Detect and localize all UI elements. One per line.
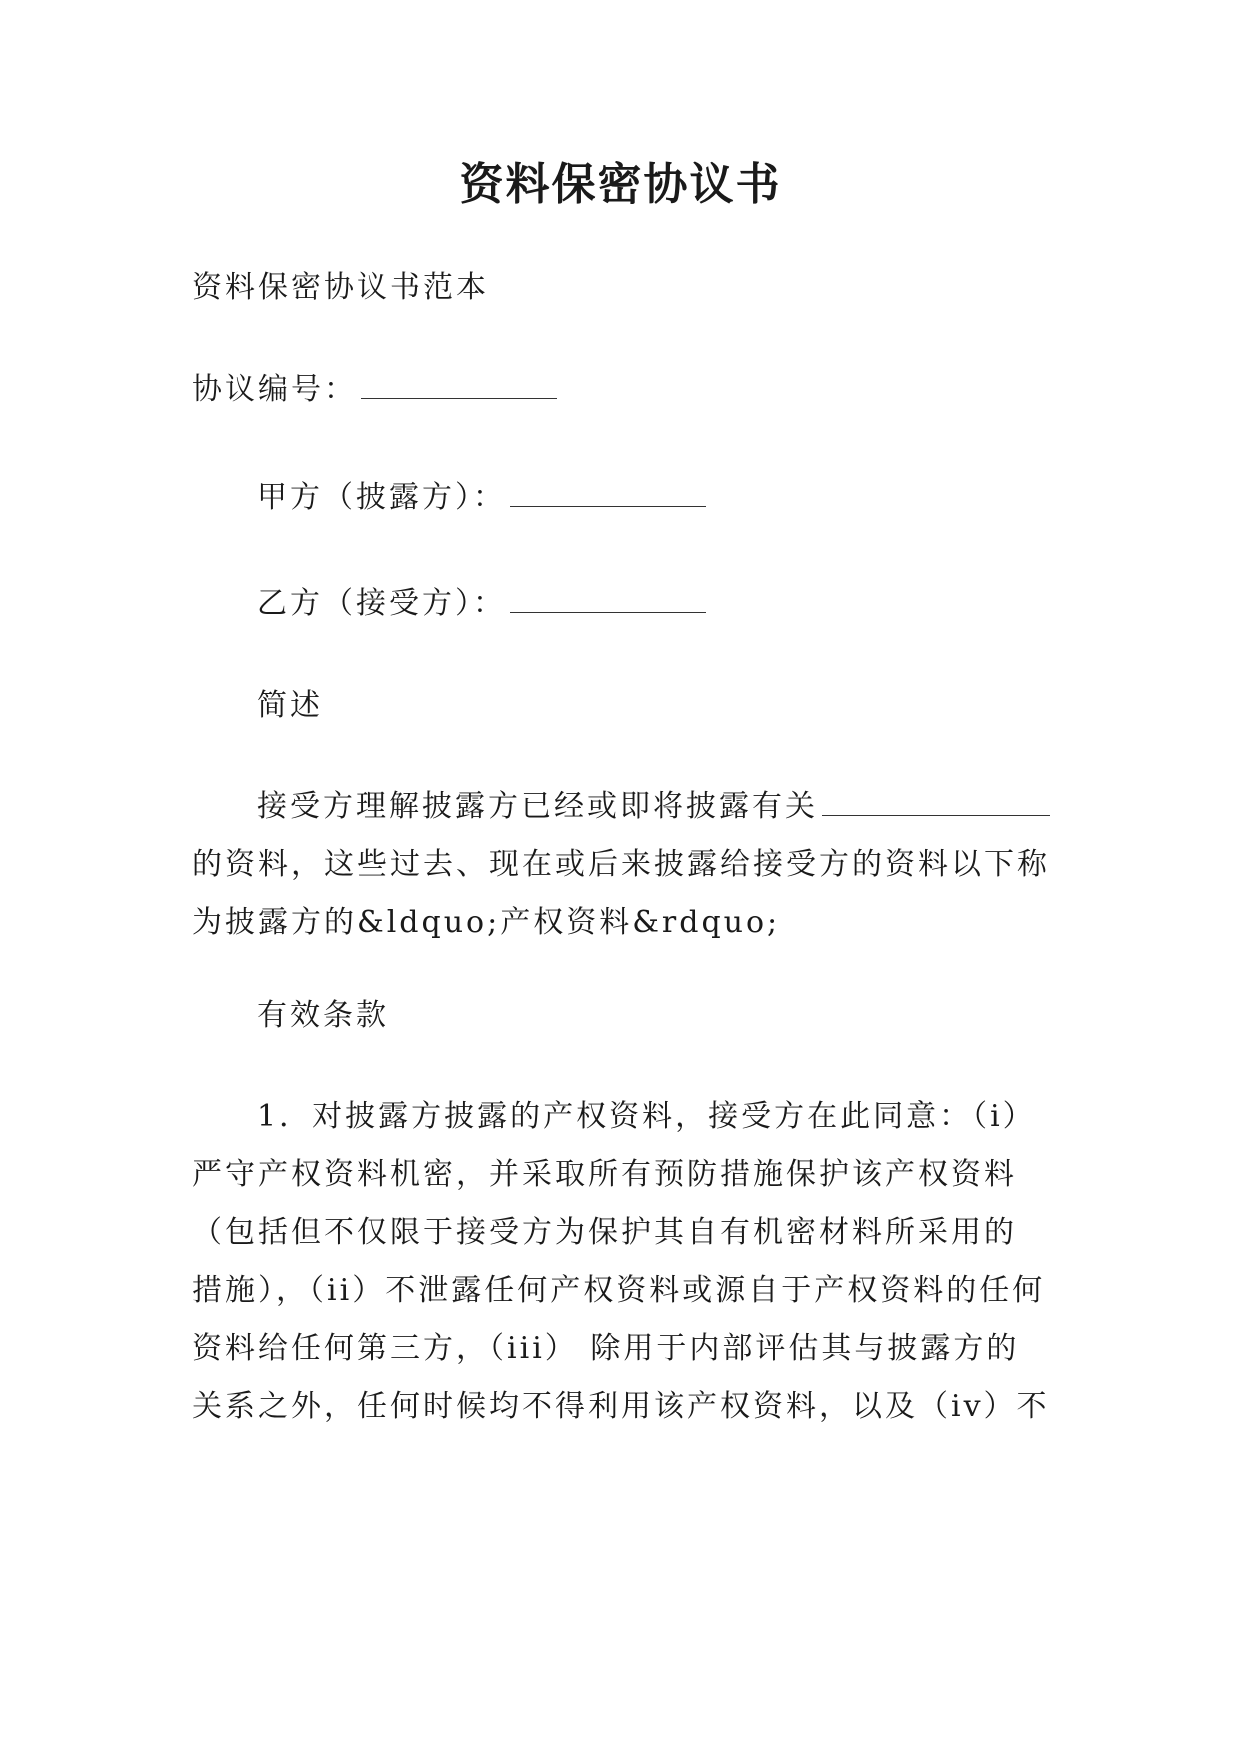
agreement-number-label: 协议编号： [192, 372, 357, 407]
summary-heading: 简述 [257, 688, 323, 723]
party-a-line [257, 474, 706, 522]
clause-line: 资料给任何第三方，（iii） 除用于内部评估其与披露方的 [192, 1331, 1020, 1366]
summary-blank [822, 785, 1050, 816]
terms-heading: 有效条款 [257, 998, 389, 1033]
clause-line: 严守产权资料机密，并采取所有预防措施保护该产权资料 [192, 1157, 1017, 1192]
party-a-blank [510, 476, 706, 507]
clause-line: 关系之外，任何时候均不得利用该产权资料，以及（iv）不 [192, 1389, 1050, 1424]
agreement-number-line [192, 366, 557, 414]
clause-line: （包括但不仅限于接受方为保护其自有机密材料所采用的 [192, 1215, 1017, 1250]
agreement-number-blank [361, 368, 557, 399]
document-title: 资料保密协议书 [459, 159, 782, 210]
summary-line: 接受方理解披露方已经或即将披露有关 [192, 778, 1054, 836]
summary-paragraph [192, 778, 1054, 952]
summary-line: 为披露方的&ldquo;产权资料&rdquo; [192, 905, 781, 940]
summary-line: 的资料，这些过去、现在或后来披露给接受方的资料以下称 [192, 847, 1050, 882]
party-b-blank [510, 582, 706, 613]
document-subtitle: 资料保密协议书范本 [192, 270, 489, 305]
clause-line: 1．对披露方披露的产权资料，接受方在此同意：（i） [257, 1099, 1036, 1134]
clause-1-paragraph [192, 1088, 1054, 1436]
clause-line: 措施），（ii）不泄露任何产权资料或源自于产权资料的任何 [192, 1273, 1046, 1308]
party-a-label: 甲方（披露方）： [257, 480, 506, 515]
party-b-line [257, 580, 706, 628]
party-b-label: 乙方（接受方）： [257, 586, 506, 621]
